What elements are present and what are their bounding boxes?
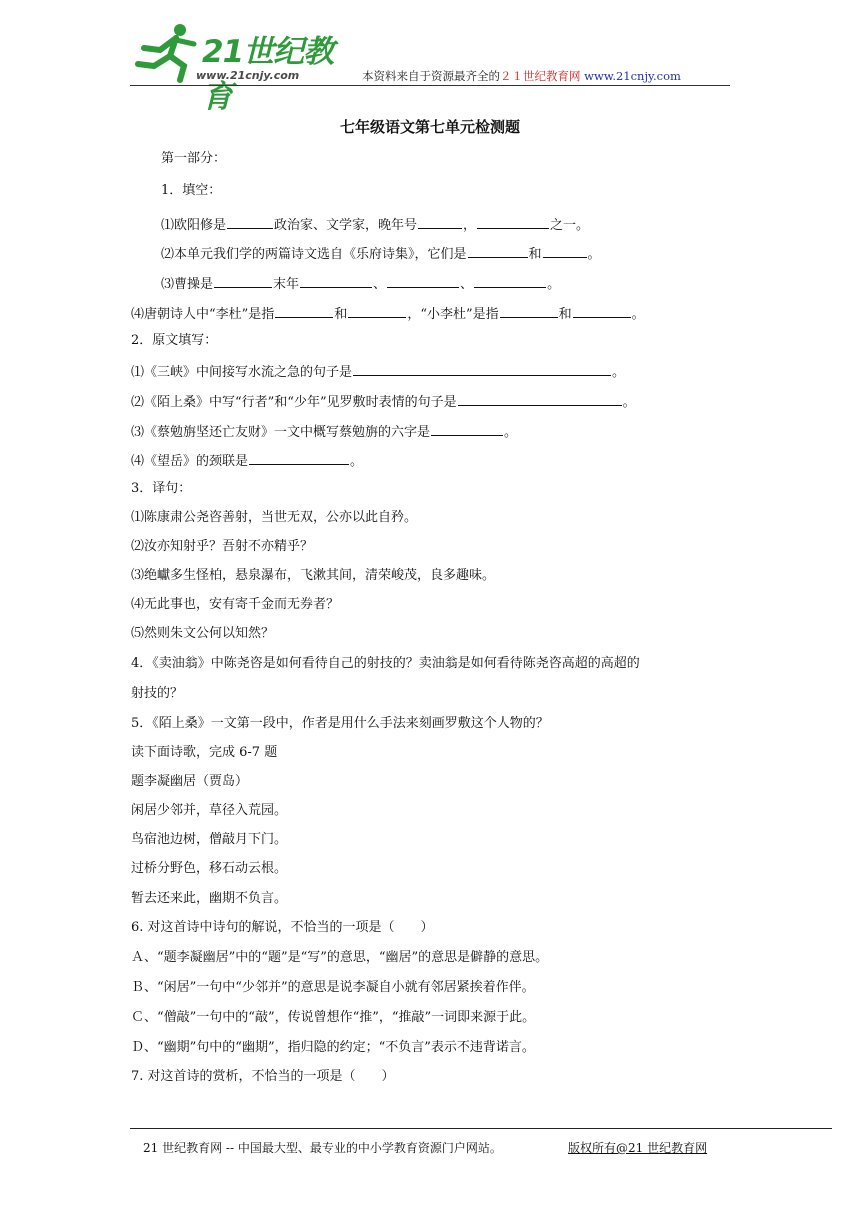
q1c-text-1: ⑶曹操是	[161, 277, 214, 292]
answer-blank[interactable]	[214, 275, 272, 288]
q1c-text-3: 、	[373, 277, 387, 292]
answer-blank[interactable]	[275, 305, 333, 318]
q1-heading: 1．填空：	[161, 183, 222, 198]
poem-line: 鸟宿池边树，僧敲月下门。	[131, 832, 288, 847]
answer-blank[interactable]	[474, 275, 546, 288]
q1c-text-2: 末年	[273, 277, 300, 292]
q3-item: ⑴陈康肃公尧咨善射，当世无双，公亦以此自矜。	[131, 510, 418, 525]
answer-blank[interactable]	[353, 363, 611, 376]
q7-stem: 7. 对这首诗的赏析，不恰当的一项是（ ）	[131, 1069, 395, 1084]
answer-blank[interactable]	[543, 245, 587, 258]
page-header	[130, 18, 730, 115]
q3-heading: 3．译句：	[131, 481, 192, 496]
answer-blank[interactable]	[468, 245, 528, 258]
q2d-text-2: 。	[350, 454, 364, 469]
q1d-text-1: ⑷唐朝诗人中“李杜”是指	[131, 307, 275, 322]
poem-line: 暂去还来此，幽期不负言。	[131, 891, 288, 906]
poem-intro: 读下面诗歌，完成 6-7 题	[131, 745, 278, 760]
q6-option-a[interactable]: Ａ、“题李凝幽居”中的“题”是“写”的意思，“幽居”的意思是僻静的意思。	[131, 950, 549, 965]
q4-line-1: 4．《卖油翁》中陈尧咨是如何看待自己的射技的？卖油翁是如何看待陈尧咨高超的高超的	[131, 656, 640, 671]
site-logo	[130, 20, 340, 115]
footer-divider	[130, 1128, 832, 1129]
q2c-text-2: 。	[504, 425, 518, 440]
q2b-text-1: ⑵《陌上桑》中写“行者”和“少年”见罗敷时表情的句子是	[131, 395, 457, 410]
q2-item-c	[131, 423, 517, 441]
q2c-text-1: ⑶《蔡勉旃坚还亡友财》一文中概写蔡勉旃的六字是	[131, 425, 431, 440]
answer-blank[interactable]	[300, 275, 372, 288]
q1a-text-2: 政治家、文学家，晚年号	[274, 218, 418, 233]
q3-item: ⑶绝巘多生怪柏，悬泉瀑布，飞漱其间，清荣峻茂，良多趣味。	[131, 568, 496, 583]
logo-text: 21世纪教育	[202, 34, 334, 115]
header-note	[362, 68, 681, 84]
poem-title: 题李凝幽居（贾岛）	[131, 774, 249, 789]
page-title: 七年级语文第七单元检测题	[339, 118, 520, 136]
q1-item-c	[161, 275, 560, 293]
q2-heading: 2．原文填写：	[131, 333, 218, 348]
q4-line-2: 射技的？	[131, 686, 184, 701]
q1b-text-3: 。	[587, 247, 601, 262]
q5-question: 5．《陌上桑》一文第一段中，作者是用什么手法来刻画罗敷这个人物的？	[131, 716, 549, 731]
answer-blank[interactable]	[500, 305, 558, 318]
q1a-text-1: ⑴欧阳修是	[161, 218, 227, 233]
q6-stem: 6. 对这首诗中诗句的解说，不恰当的一项是（ ）	[131, 920, 434, 935]
q2d-text-1: ⑷《望岳》的颈联是	[131, 454, 249, 469]
answer-blank[interactable]	[348, 305, 406, 318]
footer-text: 21 世纪教育网 -- 中国最大型、最专业的中小学教育资源门户网站。	[143, 1141, 502, 1155]
q1-item-b	[161, 245, 601, 263]
part-heading: 第一部分：	[161, 151, 227, 166]
q6-option-c[interactable]: Ｃ、“僧敲”一句中的“敲”，传说曾想作“推”，“推敲”一词即来源于此。	[131, 1010, 536, 1025]
answer-blank[interactable]	[249, 452, 349, 465]
q2-item-d	[131, 452, 363, 470]
answer-blank[interactable]	[387, 275, 459, 288]
copyright-link[interactable]: 版权所有@21 世纪教育网	[568, 1141, 708, 1155]
q1b-text-1: ⑵本单元我们学的两篇诗文选自《乐府诗集》，它们是	[161, 247, 467, 262]
q1b-text-2: 和	[528, 247, 542, 262]
header-divider	[130, 85, 730, 86]
answer-blank[interactable]	[431, 423, 503, 436]
q1-item-a	[161, 216, 589, 234]
q1c-text-4: 、	[460, 277, 474, 292]
q3-item: ⑷无此事也，安有寄千金而无券者？	[131, 597, 340, 612]
answer-blank[interactable]	[477, 216, 549, 229]
q3-item: ⑵汝亦知射乎？吾射不亦精乎？	[131, 539, 314, 554]
q1a-text-4: 之一。	[550, 218, 590, 233]
header-note-site: ２１世纪教育网	[500, 69, 581, 83]
q6-option-d[interactable]: Ｄ、“幽期”句中的“幽期”，指归隐的约定；“不负言”表示不违背诺言。	[131, 1040, 535, 1055]
logo-url: www.21cnjy.com	[196, 69, 300, 82]
q1d-text-5: 。	[631, 307, 645, 322]
q1d-text-2: 和	[334, 307, 348, 322]
answer-blank[interactable]	[573, 305, 631, 318]
poem-line: 闲居少邻并，草径入荒园。	[131, 803, 288, 818]
q1d-text-4: 和	[558, 307, 572, 322]
header-note-prefix: 本资料来自于资源最齐全的	[362, 69, 500, 83]
q2-item-a	[131, 363, 625, 381]
answer-blank[interactable]	[227, 216, 273, 229]
q1c-text-5: 。	[547, 277, 561, 292]
poem-line: 过桥分野色，移石动云根。	[131, 861, 288, 876]
q6-option-b[interactable]: Ｂ、“闲居”一句中“少邻并”的意思是说李凝自小就有邻居紧挨着作伴。	[131, 980, 535, 995]
q1a-text-3: ，	[463, 218, 477, 233]
answer-blank[interactable]	[458, 393, 622, 406]
q2a-text-2: 。	[612, 365, 626, 380]
q2-item-b	[131, 393, 636, 411]
answer-blank[interactable]	[418, 216, 462, 229]
q2a-text-1: ⑴《三峡》中间接写水流之急的句子是	[131, 365, 353, 380]
q2b-text-2: 。	[622, 395, 636, 410]
q1d-text-3: ，“小李杜”是指	[407, 307, 499, 322]
q1-item-d	[131, 305, 645, 323]
header-note-url[interactable]: www.21cnjy.com	[584, 69, 681, 83]
q3-item: ⑸然则朱文公何以知然？	[131, 626, 275, 641]
